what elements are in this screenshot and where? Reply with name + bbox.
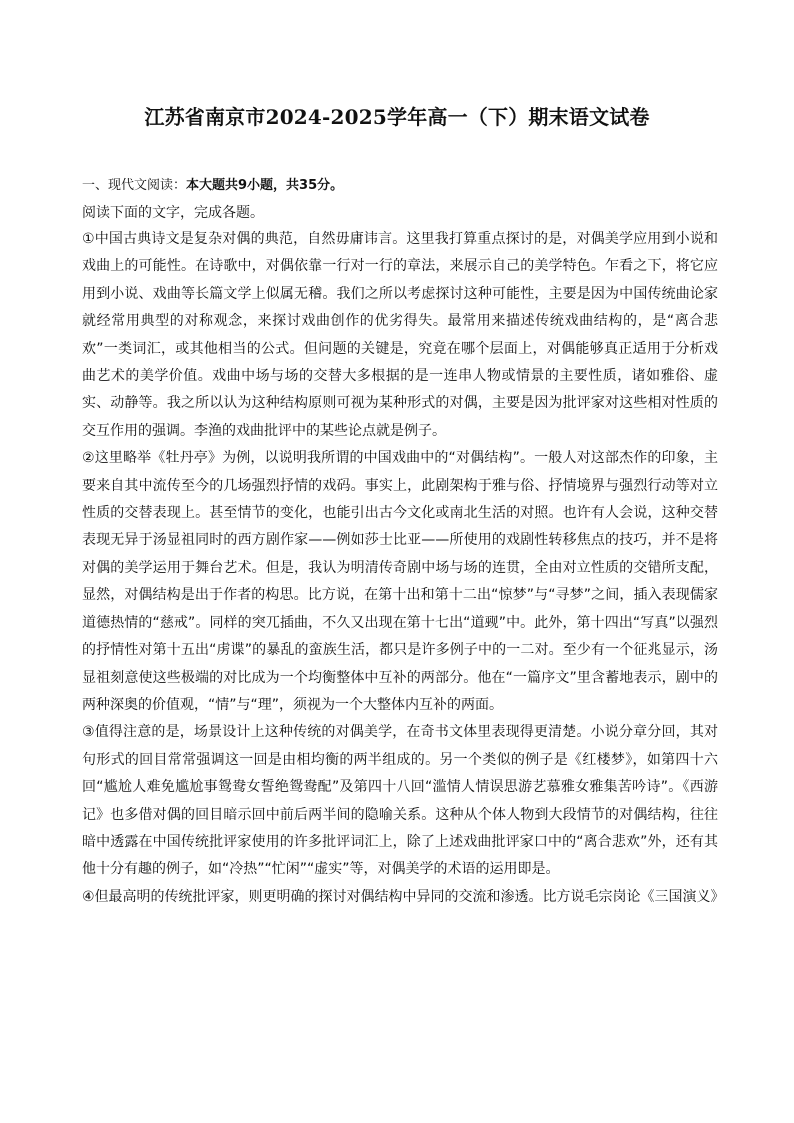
section-number: 一、现代文阅读：: [82, 178, 187, 193]
passage-paragraph-4: ④但最高明的传统批评家，则更明确的探讨对偶结构中异同的交流和渗透。比方说毛宗岗论《三国演义》: [82, 888, 725, 905]
exam-content: [82, 174, 725, 911]
passage-paragraph-1: ①中国古典诗文是复杂对偶的典范，自然毋庸讳言。这里我打算重点探讨的是，对偶美学应用到小说和戏曲上的可能性。在诗歌中，对偶依靠一行对一行的章法，来展示自己的美学特色。乍看之下，将它应用到小说、戏曲等长篇文学上似属无稽。我们之所以考虑探讨这种可能性，主要是因为中国传统曲论家就经常用典型的对称观念，来探讨戏曲创作的优劣得失。最常用来描述传统戏曲结构的，是“离合悲欢”一类词汇，或其他相当的公式。但问题的关键是，究竟在哪个层面上，对偶能够真正适用于分析戏曲艺术的美学价值。戏曲中场与场的交替大多根据的是一连串人物或情景的主要性质，诸如雅俗、虚实、动静等。我之所以认为这种结构原则可视为某种形式的对偶，主要是因为批评家对这些相对性质的交互作用的强调。李渔的戏曲批评中的某些论点就是例子。: [82, 231, 718, 439]
section-heading: [82, 174, 718, 198]
reading-instruction: 阅读下面的文字，完成各题。: [82, 205, 264, 221]
passage-paragraph-2: ②这里略举《牡丹亭》为例，以说明我所谓的中国戏曲中的“对偶结构”。一般人对这部杰作的印象，主要来自其中流传至今的几场强烈抒情的戏码。事实上，此剧架构于雅与俗、抒情境界与强烈行动等对立性质的交替表现上。甚至情节的变化，也能引出古今文化或南北生活的对照。也许有人会说，这种交替表现无异于汤显祖同时的西方剧作家——例如莎士比亚——所使用的戏剧性转移焦点的技巧，并不是将对偶的美学运用于舞台艺术。但是，我认为明清传奇剧中场与场的连贯，全由对立性质的交错所支配，显然，对偶结构是出于作者的构思。比方说，在第十出和第十二出“惊梦”与“寻梦”之间，插入表现儒家道德热情的“慈戒”。同样的突兀插曲，不久又出现在第十七出“道觋”中。此外，第十四出“写真”以强烈的抒情性对第十五出“虏谍”的暴乱的蛮族生活，都只是许多例子中的一二对。至少有一个征兆显示，汤显祖刻意使这些极端的对比成为一个均衡整体中互补的两部分。他在“一篇序文”里含蓄地表示，剧中的两种深奥的价值观，“情”与“理”，须视为一个大整体内互补的两面。: [82, 450, 718, 713]
exam-title: 江苏省南京市2024-2025学年高一（下）期末语文试卷: [144, 105, 650, 129]
passage-paragraph-3: ③值得注意的是，场景设计上这种传统的对偶美学，在奇书文体里表现得更清楚。小说分章分回，其对句形式的回目常常强调这一回是由相均衡的两半组成的。另一个类似的例子是《红楼梦》，如第四十六回“尴尬人难免尴尬事鸳鸯女誓绝鸳鸯配”及第四十八回“滥情人情误思游艺慕雅女雅集苦吟诗”。《西游记》也多借对偶的回目暗示回中前后两半间的隐喻关系。这种从个体人物到大段情节的对偶结构，往往暗中透露在中国传统批评家使用的许多批评词汇上，除了上述戏曲批评家口中的“离合悲欢”外，还有其他十分有趣的例子，如“冷热”“忙闲”“虚实”等，对偶美学的术语的运用即是。: [82, 724, 718, 878]
section-description: 本大题共9小题，共35分。: [186, 178, 344, 193]
